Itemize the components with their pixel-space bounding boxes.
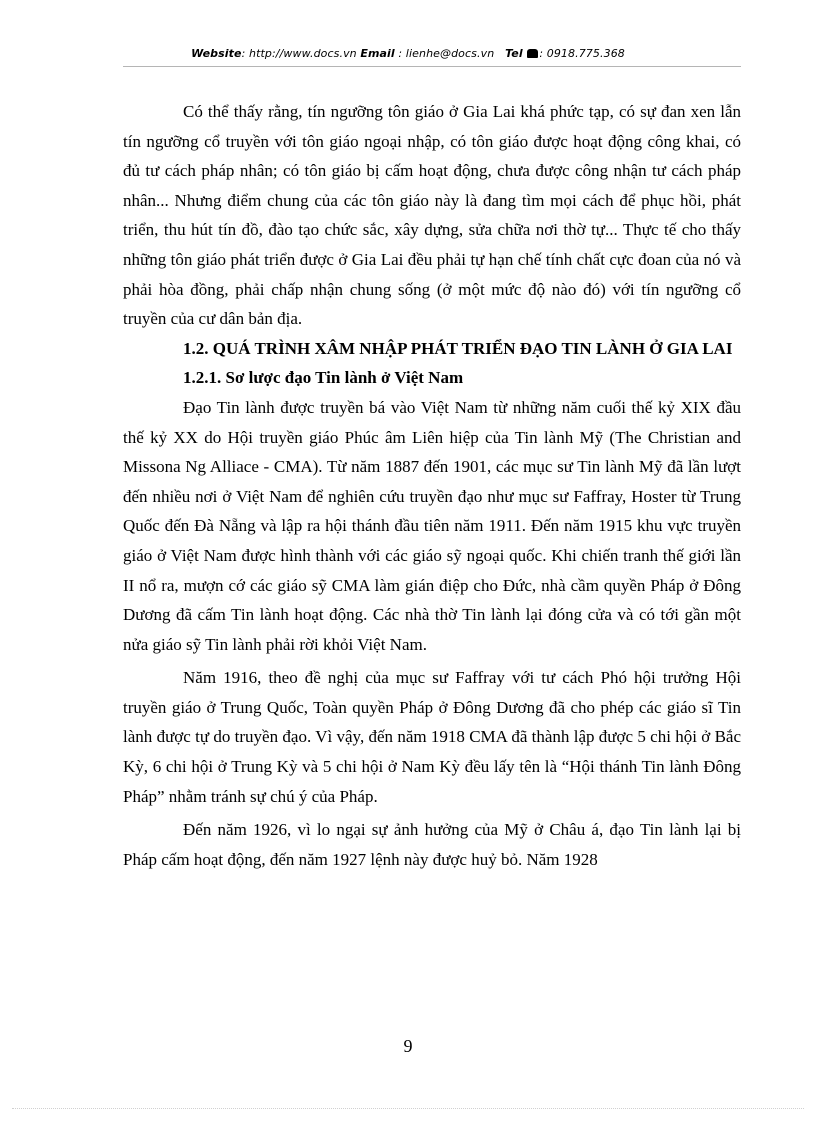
email-label: Email bbox=[360, 47, 395, 60]
phone-icon bbox=[527, 49, 538, 58]
page-number: 9 bbox=[403, 1036, 413, 1056]
paragraph-intro: Có thể thấy rằng, tín ngưỡng tôn giáo ở Gia Lai khá phức tạp, có sự đan xen lẫn tín ngưỡng cổ truyền với tôn giáo ngoại nhập, có tôn giáo được hoạt động công khai, có đủ tư cách pháp nhân; có tôn giáo bị cấm hoạt động, chưa được công nhận tư cách pháp nhân... Nhưng điểm chung của các tôn giáo này là đang tìm mọi cách để phục hồi, phát triển, thu hút tín đồ, đào tạo chức sắc, xây dựng, sửa chữa nơi thờ tự... Thực tế cho thấy những tôn giáo phát triển được ở Gia Lai đều phải tự hạn chế tính chất cực đoan của nó và phải hòa đồng, phải chấp nhận chung sống (ở một mức độ nào đó) với tín ngưỡng cổ truyền của cư dân bản địa. bbox=[123, 102, 741, 329]
website-label: Website bbox=[191, 47, 242, 60]
page-header bbox=[0, 47, 816, 60]
tel-label: Tel bbox=[505, 47, 523, 60]
tel-value: : 0918.775.368 bbox=[539, 47, 625, 60]
paragraph-1916: Năm 1916, theo đề nghị của mục sư Faffray với tư cách Phó hội trưởng Hội truyền giáo ở Trung Quốc, Toàn quyền Pháp ở Đông Dương đã cho phép các giáo sĩ Tin lành được tự do truyền đạo. Vì vậy, đến năm 1918 CMA đã thành lập được 5 chi hội ở Bắc Kỳ, 6 chi hội ở Trung Kỳ và 5 chi hội ở Nam Kỳ đều lấy tên là “Hội thánh Tin lành Đông Pháp” nhằm tránh sự chú ý của Pháp. bbox=[123, 668, 741, 806]
website-value: : http://www.docs.vn bbox=[241, 47, 357, 60]
subsection-heading-1-2-1: 1.2.1. Sơ lược đạo Tin lành ở Việt Nam bbox=[183, 368, 464, 388]
header-divider bbox=[123, 66, 741, 67]
paragraph-1926: Đến năm 1926, vì lo ngại sự ảnh hưởng của Mỹ ở Châu á, đạo Tin lành lại bị Pháp cấm hoạt động, đến năm 1927 lệnh này được huỷ bỏ. Năm 1928 bbox=[123, 820, 741, 869]
document-body bbox=[123, 97, 741, 874]
page-bottom-divider bbox=[12, 1108, 804, 1109]
section-heading-1-2: 1.2. QUÁ TRÌNH XÂM NHẬP PHÁT TRIỂN ĐẠO TIN LÀNH Ở GIA LAI bbox=[183, 338, 733, 358]
email-value: : lienhe@docs.vn bbox=[394, 47, 495, 60]
paragraph-history: Đạo Tin lành được truyền bá vào Việt Nam từ những năm cuối thế kỷ XIX đầu thế kỷ XX do Hội truyền giáo Phúc âm Liên hiệp của Tin lành Mỹ (The Christian and Missona Ng Alliace - CMA). Từ năm 1887 đến 1901, các mục sư Tin lành Mỹ đã lần lượt đến nhiều nơi ở Việt Nam để nghiên cứu truyền đạo như mục sư Faffray, Hoster từ Trung Quốc đến Đà Nẵng và lập ra hội thánh đầu tiên năm 1911. Đến năm 1915 khu vực truyền giáo ở Việt Nam được hình thành với các giáo sỹ ngoại quốc. Khi chiến tranh thế giới lần II nổ ra, mượn cớ các giáo sỹ CMA làm gián điệp cho Đức, nhà cầm quyền Pháp ở Đông Dương đã cấm Tin lành hoạt động. Các nhà thờ Tin lành lại đóng cửa và có tới gần một nửa giáo sỹ Tin lành phải rời khỏi Việt Nam. bbox=[123, 397, 741, 654]
